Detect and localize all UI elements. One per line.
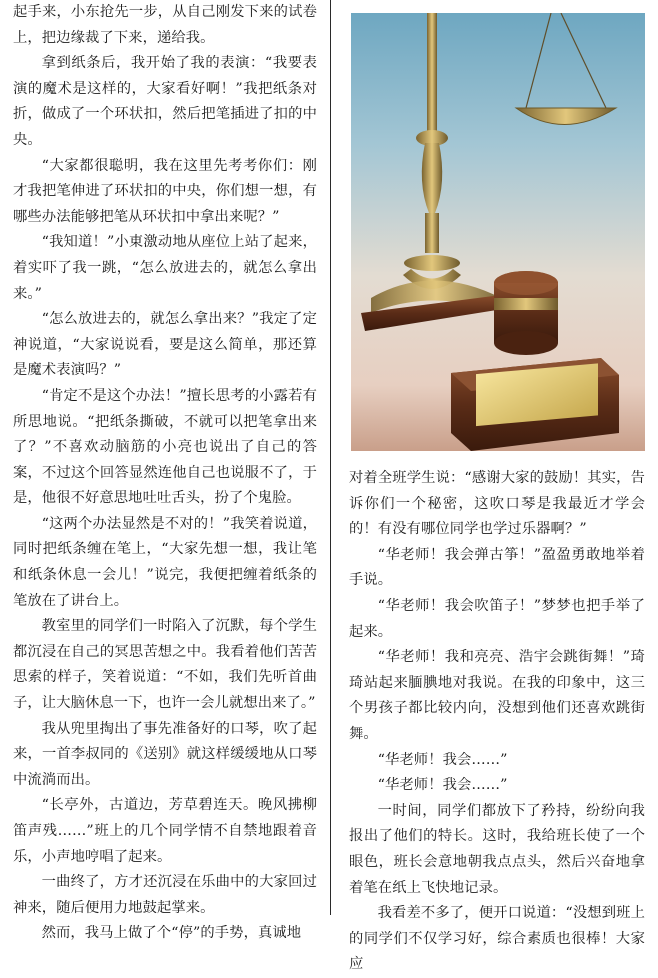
right-column [349, 466, 645, 978]
paragraph: 我看差不多了，便开口说道：“没想到班上的同学们不仅学习好，综合素质也很棒！大家应 [349, 905, 645, 973]
paragraph: “怎么放进去的，就怎么拿出来？”我定了定神说道，“大家说说看，要是这么简单，那还算是魔术表演吗？” [13, 311, 317, 379]
paragraph: 然而，我马上做了个“停”的手势，真诚地 [41, 925, 302, 942]
paragraph: 起手来，小东抢先一步，从自己刚发下来的试卷上，把边缘裁了下来，递给我。 [13, 4, 317, 46]
paragraph: 一曲终了，方才还沉浸在乐曲中的大家回过神来，随后便用力地鼓起掌来。 [13, 874, 317, 916]
paragraph: 我从兜里掏出了事先准备好的口琴，吹了起来，一首李叔同的《送别》就这样缓缓地从口琴中流淌而出。 [13, 720, 317, 788]
left-column [13, 0, 317, 947]
column-divider [330, 0, 331, 915]
paragraph: “长亭外，古道边，芳草碧连天。晚风拂柳笛声残……”班上的几个同学情不自禁地跟着音乐，小声地哼唱了起来。 [13, 797, 317, 865]
paragraph: “这两个办法显然是不对的！”我笑着说道，同时把纸条缠在笔上，“大家先想一想，我让笔和纸条休息一会儿！”说完，我便把缠着纸条的笔放在了讲台上。 [13, 515, 317, 609]
paragraph: “华老师！我会吹笛子！”梦梦也把手举了起来。 [349, 597, 645, 640]
paragraph: 对着全班学生说：“感谢大家的鼓励！其实，告诉你们一个秘密，这吹口琴是我最近才学会的！有没有哪位同学也学过乐器啊？” [349, 470, 645, 538]
scales-gavel-image [351, 13, 645, 451]
paragraph: “肯定不是这个办法！”擅长思考的小露若有所思地说。“把纸条撕破，不就可以把笔拿出来了？”不喜欢动脑筋的小亮也说出了自己的答案，不过这个回答显然连他自己也说服不了，于是，他很不好意思地吐吐舌头，扮了个鬼脸。 [13, 387, 317, 507]
paragraph: “华老师！我会……” [377, 777, 508, 794]
paragraph: “华老师！我会……” [377, 751, 508, 768]
illustration-scales-and-gavel [351, 13, 645, 451]
paragraph: 一时间，同学们都放下了矜持，纷纷向我报出了他们的特长。这时，我给班长使了一个眼色，班长会意地朝我点点头，然后兴奋地拿着笔在纸上飞快地记录。 [349, 802, 645, 896]
paragraph: “我知道！”小東激动地从座位上站了起来，着实吓了我一跳，“怎么放进去的，就怎么拿出来。” [13, 234, 317, 302]
paragraph: “大家都很聪明，我在这里先考考你们：刚才我把笔伸进了环状扣的中央，你们想一想，有哪些办法能够把笔从环状扣中拿出来呢？” [13, 157, 317, 225]
paragraph: “华老师！我和亮亮、浩宇会跳街舞！”琦琦站起来腼腆地对我说。在我的印象中，这三个男孩子都比较内向，没想到他们还喜欢跳街舞。 [349, 649, 645, 742]
paragraph: 拿到纸条后，我开始了我的表演：“我要表演的魔术是这样的，大家看好啊！”我把纸条对折，做成了一个环状扣，然后把笔插进了扣的中央。 [13, 55, 317, 148]
paragraph: “华老师！我会弹古筝！”盈盈勇敢地举着手说。 [349, 546, 645, 589]
paragraph: 教室里的同学们一时陷入了沉默，每个学生都沉浸在自己的冥思苦想之中。我看着他们苦苦思索的样子，笑着说道：“不如，我们先听首曲子，让大脑休息一下，也许一会儿就想出来了。” [13, 618, 317, 712]
